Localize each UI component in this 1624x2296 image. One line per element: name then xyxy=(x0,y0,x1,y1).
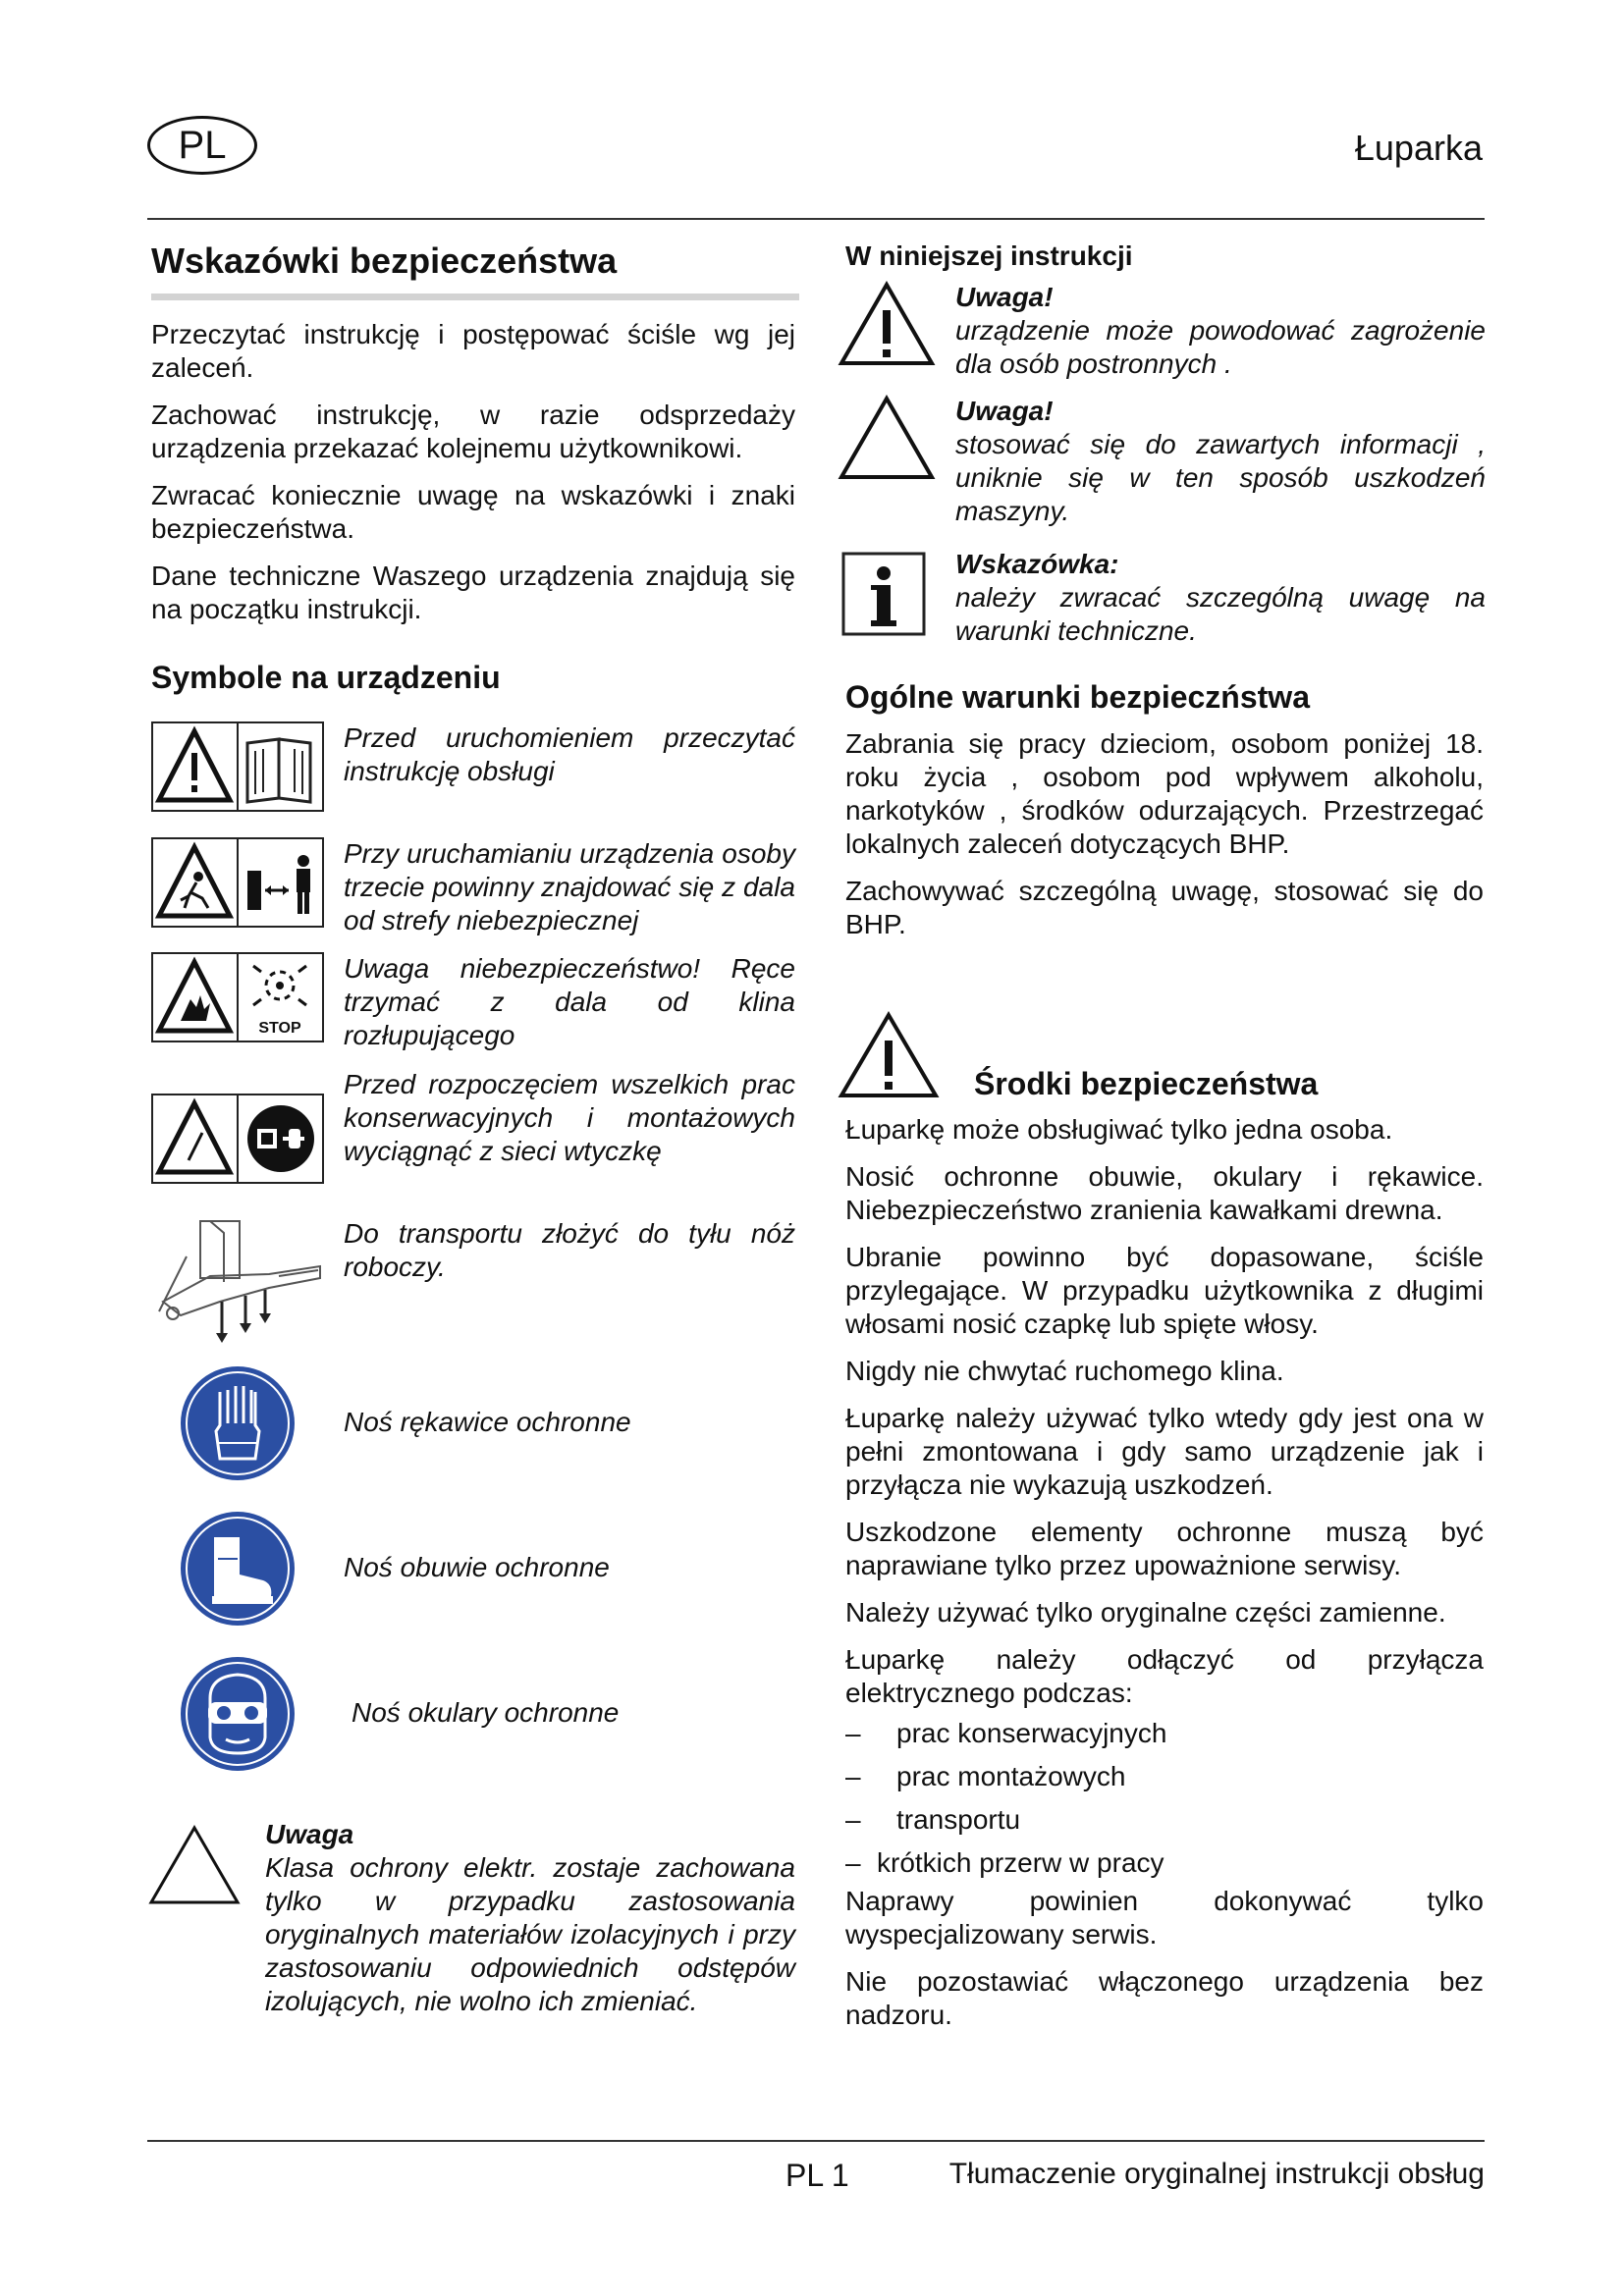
electrical-note xyxy=(265,1818,795,2018)
measures-paragraph: Nosić ochronne obuwie, okulary i rękawice. Niebezpieczeństwo zranienia kawałkami drewna. xyxy=(845,1161,1484,1225)
notice-block xyxy=(838,395,1486,532)
gloves-icon xyxy=(179,1364,297,1487)
general-paragraph: Zachowywać szczególną uwagę, stosować się do BHP. xyxy=(845,876,1484,939)
left-column xyxy=(151,240,795,640)
symbols-heading xyxy=(151,660,501,696)
in-manual-heading: W niniejszej instrukcji xyxy=(845,240,1133,271)
measures-paragraph: Ubranie powinno być dopasowane, ściśle przylegające. W przypadku użytkownika z długimi włosami nosić czapkę lub spięte włosy. xyxy=(845,1242,1484,1339)
symbol-row xyxy=(151,837,795,935)
intro-paragraph: Zwracać koniecznie uwagę na wskazówki i znaki bezpieczeństwa. xyxy=(151,480,795,544)
intro-paragraph: Dane techniczne Waszego urządzenia znajdują się na początku instrukcji. xyxy=(151,561,795,624)
symbol-text: Do transportu złożyć do tyłu nóż roboczy. xyxy=(344,1218,795,1282)
measures-warning-icon xyxy=(838,1011,940,1104)
header-divider xyxy=(147,218,1485,220)
list-item xyxy=(845,1842,1484,1885)
symbol-row xyxy=(151,1655,795,1773)
list-item-text: transportu xyxy=(896,1804,1021,1835)
symbol-text: Przed uruchomieniem przeczytać instrukcję obsługi xyxy=(344,722,795,786)
disconnect-list xyxy=(845,1712,1484,1885)
dash-bullet: – xyxy=(845,1761,861,1791)
stop-label: STOP xyxy=(258,1020,301,1037)
measures-paragraph: Łuparkę należy odłączyć od przyłącza elektrycznego podczas: xyxy=(845,1644,1484,1708)
symbol-row xyxy=(151,721,795,812)
symbol-row xyxy=(151,1068,795,1205)
in-manual-section xyxy=(845,240,1486,272)
note-title: Uwaga xyxy=(265,1819,354,1849)
general-paragraph: Zabrania się pracy dzieciom, osobom poniżej 18. roku życia , osobom pod wpływem alkoholu, narkotyków , środków odurzających. Przestrzegać lokalnych zaleceń dotyczących BHP. xyxy=(845,728,1484,859)
notice-content xyxy=(955,281,1486,381)
symbol-text: Przed rozpoczęciem wszelkich prac konserwacyjnych i montażowych wyciągnąć z sieci wtyczkę xyxy=(344,1069,795,1166)
symbol-text: Noś rękawice ochronne xyxy=(344,1407,631,1437)
symbol-text: Noś obuwie ochronne xyxy=(344,1552,610,1582)
transport-fold-knife-icon xyxy=(151,1217,328,1350)
notice-text: stosować się do zawartych informacji , uniknie się w ten sposób uszkodzeń maszyny. xyxy=(955,429,1486,526)
symbols-heading-text: Symbole na urządzeniu xyxy=(151,660,501,695)
caution-triangle-icon xyxy=(838,395,936,486)
notice-title: Uwaga! xyxy=(955,396,1054,426)
dash-bullet: – xyxy=(845,1718,861,1748)
goggles-icon xyxy=(179,1655,297,1778)
safety-heading: Wskazówki bezpieczeństwa xyxy=(151,240,618,281)
document-title: Łuparka xyxy=(1354,128,1483,168)
measures-heading-text: Środki bezpieczeństwa xyxy=(974,1066,1319,1101)
warning-keep-distance-icon xyxy=(151,837,324,933)
footer-note: Tłumaczenie oryginalnej instrukcji obsług xyxy=(948,2158,1485,2190)
notice-content xyxy=(955,395,1486,528)
symbol-row xyxy=(151,1364,795,1482)
heading-underline xyxy=(151,294,799,300)
notice-title: Uwaga! xyxy=(955,282,1054,312)
measures-paragraph: Nigdy nie chwytać ruchomego klina. xyxy=(845,1356,1284,1386)
warning-read-manual-icon xyxy=(151,721,324,817)
notice-content xyxy=(955,548,1486,648)
note-text: Klasa ochrony elektr. zostaje zachowana tylko w przypadku zastosowania oryginalnych materiałów izolacyjnych i przy zastosowaniu odpowiednich odstępów izolujących, nie wolno ich zmieniać. xyxy=(265,1852,795,2016)
dash-bullet: – xyxy=(845,1847,861,1878)
symbol-text: Uwaga niebezpieczeństwo! Ręce trzymać z dala od klina rozłupującego xyxy=(344,953,795,1050)
notice-block xyxy=(838,281,1486,389)
list-item-text: prac montażowych xyxy=(896,1761,1126,1791)
list-item-text: prac konserwacyjnych xyxy=(896,1718,1167,1748)
warning-unplug-icon xyxy=(151,1094,324,1189)
measures-paragraph: Łuparkę należy używać tylko wtedy gdy jest ona w pełni zmontowana i gdy samo urządzenie jak i przyłącza nie wykazują uszkodzeń. xyxy=(845,1403,1484,1500)
list-item xyxy=(845,1798,1484,1842)
general-conditions-section xyxy=(845,679,1484,955)
language-badge: PL xyxy=(147,116,257,175)
measures-section xyxy=(845,1113,1484,2046)
symbol-row xyxy=(151,1217,795,1345)
note-warning-icon xyxy=(147,1824,242,1911)
footer-divider xyxy=(147,2140,1485,2142)
intro-paragraph: Przeczytać instrukcję i postępować ściśle wg jej zaleceń. xyxy=(151,319,795,383)
boots-icon xyxy=(179,1510,297,1632)
notices-list xyxy=(838,281,1486,673)
measures-paragraph: Uszkodzone elementy ochronne muszą być naprawiane tylko przez upoważnione serwisy. xyxy=(845,1517,1484,1580)
list-item-text: krótkich przerw w pracy xyxy=(877,1847,1164,1878)
page-number: PL 1 xyxy=(785,2158,849,2193)
closing-paragraph: Nie pozostawiać włączonego urządzenia bez nadzoru. xyxy=(845,1966,1484,2030)
symbol-row xyxy=(151,952,795,1050)
list-item xyxy=(845,1712,1484,1755)
notice-block xyxy=(838,548,1486,656)
measures-heading xyxy=(974,1066,1318,1102)
notice-text: należy zwracać szczególną uwagę na warunki techniczne. xyxy=(955,582,1486,646)
dash-bullet: – xyxy=(845,1804,861,1835)
symbol-text: Noś okulary ochronne xyxy=(352,1697,620,1728)
measures-paragraph: Należy używać tylko oryginalne części zamienne. xyxy=(845,1597,1446,1628)
measures-paragraph: Łuparkę może obsługiwać tylko jedna osoba. xyxy=(845,1114,1393,1145)
symbol-text: Przy uruchamianiu urządzenia osoby trzecie powinny znajdować się z dala od strefy niebezpiecznej xyxy=(344,838,795,935)
warning-hands-away-icon xyxy=(151,952,324,1047)
notice-title: Wskazówka: xyxy=(955,549,1119,579)
info-icon xyxy=(841,552,926,641)
symbol-row xyxy=(151,1510,795,1628)
closing-paragraph: Naprawy powinien dokonywać tylko wyspecjalizowany serwis. xyxy=(845,1886,1484,1949)
intro-paragraph: Zachować instrukcję, w razie odsprzedaży urządzenia przekazać kolejnemu użytkownikowi. xyxy=(151,400,795,463)
list-item xyxy=(845,1755,1484,1798)
general-heading: Ogólne warunki bezpieczństwa xyxy=(845,679,1310,715)
warning-triangle-icon xyxy=(838,281,936,372)
notice-text: urządzenie może powodować zagrożenie dla osób postronnych . xyxy=(955,315,1486,379)
